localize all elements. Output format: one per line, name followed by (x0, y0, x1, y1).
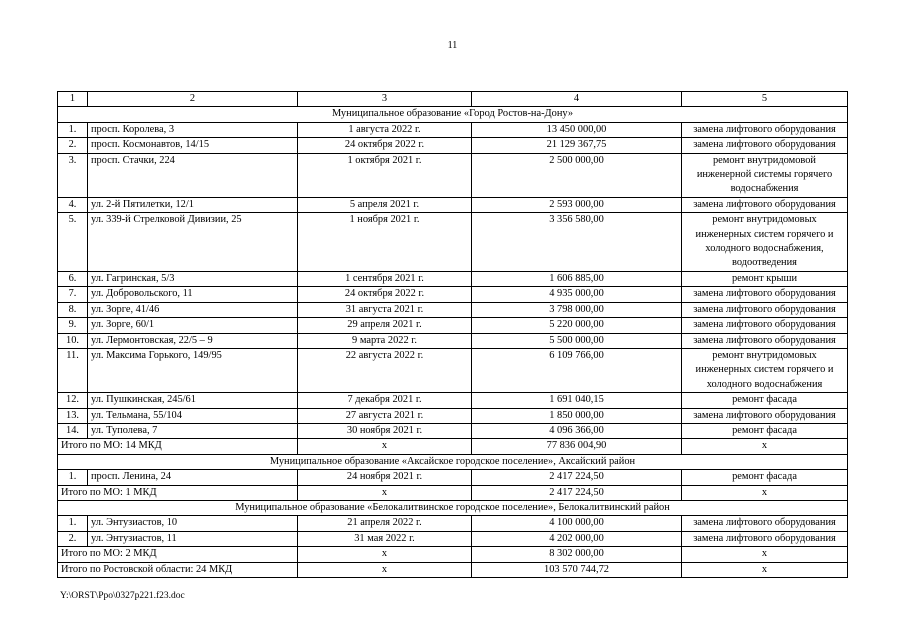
work-type: ремонт фасада (682, 423, 848, 438)
building-address: ул. Добровольского, 11 (88, 287, 298, 302)
work-type: ремонт фасада (682, 470, 848, 485)
total-label: Итого по Ростовской области: 24 МКД (58, 562, 298, 577)
work-type: замена лифтового оборудования (682, 197, 848, 212)
row-number: 2. (58, 138, 88, 153)
building-address: ул. Тельмана, 55/104 (88, 408, 298, 423)
column-header: 1 (58, 92, 88, 107)
section-total-row (58, 485, 848, 500)
total-date: х (298, 547, 472, 562)
table-row (58, 122, 848, 137)
completion-date: 1 ноября 2021 г. (298, 213, 472, 272)
table-row (58, 408, 848, 423)
completion-date: 21 апреля 2022 г. (298, 516, 472, 531)
repair-cost: 2 417 224,50 (472, 470, 682, 485)
completion-date: 1 октября 2021 г. (298, 153, 472, 197)
total-label: Итого по МО: 2 МКД (58, 547, 298, 562)
section-title: Муниципальное образование «Город Ростов-на-Дону» (58, 107, 848, 122)
repair-cost: 4 935 000,00 (472, 287, 682, 302)
row-number: 9. (58, 318, 88, 333)
repair-cost: 3 356 580,00 (472, 213, 682, 272)
table-row (58, 302, 848, 317)
completion-date: 1 августа 2022 г. (298, 122, 472, 137)
row-number: 1. (58, 470, 88, 485)
table-row (58, 333, 848, 348)
completion-date: 7 декабря 2021 г. (298, 393, 472, 408)
total-date: х (298, 439, 472, 454)
row-number: 8. (58, 302, 88, 317)
total-cost: 2 417 224,50 (472, 485, 682, 500)
row-number: 1. (58, 122, 88, 137)
work-type: ремонт внутридомовых инженерных систем горячего и холодного водоснабжения, водоотведения (682, 213, 848, 272)
work-type: замена лифтового оборудования (682, 333, 848, 348)
completion-date: 30 ноября 2021 г. (298, 423, 472, 438)
row-number: 1. (58, 516, 88, 531)
repair-cost: 2 500 000,00 (472, 153, 682, 197)
work-type: замена лифтового оборудования (682, 318, 848, 333)
total-work: х (682, 485, 848, 500)
repair-cost: 5 220 000,00 (472, 318, 682, 333)
completion-date: 31 мая 2022 г. (298, 531, 472, 546)
work-type: замена лифтового оборудования (682, 531, 848, 546)
table-row (58, 470, 848, 485)
building-address: ул. Энтузиастов, 11 (88, 531, 298, 546)
completion-date: 9 марта 2022 г. (298, 333, 472, 348)
total-cost: 8 302 000,00 (472, 547, 682, 562)
row-number: 5. (58, 213, 88, 272)
table-row (58, 423, 848, 438)
building-address: ул. Гагринская, 5/3 (88, 271, 298, 286)
table-row (58, 138, 848, 153)
work-type: ремонт крыши (682, 271, 848, 286)
total-label: Итого по МО: 14 МКД (58, 439, 298, 454)
table-row (58, 348, 848, 392)
row-number: 10. (58, 333, 88, 348)
work-type: замена лифтового оборудования (682, 287, 848, 302)
total-work: х (682, 562, 848, 577)
completion-date: 24 ноября 2021 г. (298, 470, 472, 485)
table-row (58, 287, 848, 302)
grand-total-row (58, 562, 848, 577)
building-address: ул. 339-й Стрелковой Дивизии, 25 (88, 213, 298, 272)
building-address: ул. Туполева, 7 (88, 423, 298, 438)
repair-cost: 1 850 000,00 (472, 408, 682, 423)
work-type: замена лифтового оборудования (682, 122, 848, 137)
row-number: 4. (58, 197, 88, 212)
building-address: ул. 2-й Пятилетки, 12/1 (88, 197, 298, 212)
table-row (58, 271, 848, 286)
repair-cost: 5 500 000,00 (472, 333, 682, 348)
total-cost: 77 836 004,90 (472, 439, 682, 454)
work-type: ремонт внутридомовой инженерной системы горячего водоснабжения (682, 153, 848, 197)
completion-date: 27 августа 2021 г. (298, 408, 472, 423)
section-header-row (58, 107, 848, 122)
building-address: просп. Ленина, 24 (88, 470, 298, 485)
work-type: замена лифтового оборудования (682, 408, 848, 423)
repair-cost: 1 691 040,15 (472, 393, 682, 408)
work-type: замена лифтового оборудования (682, 138, 848, 153)
building-address: просп. Космонавтов, 14/15 (88, 138, 298, 153)
row-number: 3. (58, 153, 88, 197)
work-type: ремонт внутридомовых инженерных систем горячего и холодного водоснабжения (682, 348, 848, 392)
completion-date: 1 сентября 2021 г. (298, 271, 472, 286)
repair-cost: 3 798 000,00 (472, 302, 682, 317)
section-header-row (58, 454, 848, 469)
file-path-footer: Y:\ORST\Ppo\0327p221.f23.doc (60, 591, 185, 601)
completion-date: 31 августа 2021 г. (298, 302, 472, 317)
building-address: ул. Зорге, 60/1 (88, 318, 298, 333)
work-type: замена лифтового оборудования (682, 302, 848, 317)
completion-date: 24 октября 2022 г. (298, 138, 472, 153)
section-title: Муниципальное образование «Аксайское городское поселение», Аксайский район (58, 454, 848, 469)
section-title: Муниципальное образование «Белокалитвинское городское поселение», Белокалитвинский район (58, 500, 848, 515)
header-row (58, 92, 848, 107)
row-number: 11. (58, 348, 88, 392)
work-type: ремонт фасада (682, 393, 848, 408)
repair-cost: 4 202 000,00 (472, 531, 682, 546)
table-row (58, 516, 848, 531)
row-number: 7. (58, 287, 88, 302)
row-number: 6. (58, 271, 88, 286)
table-row (58, 197, 848, 212)
total-work: х (682, 439, 848, 454)
row-number: 12. (58, 393, 88, 408)
column-header: 5 (682, 92, 848, 107)
building-address: просп. Королева, 3 (88, 122, 298, 137)
table-row (58, 393, 848, 408)
building-address: ул. Пушкинская, 245/61 (88, 393, 298, 408)
building-address: ул. Зорге, 41/46 (88, 302, 298, 317)
repair-cost: 4 096 366,00 (472, 423, 682, 438)
completion-date: 29 апреля 2021 г. (298, 318, 472, 333)
column-header: 3 (298, 92, 472, 107)
table-row (58, 213, 848, 272)
completion-date: 22 августа 2022 г. (298, 348, 472, 392)
repair-cost: 6 109 766,00 (472, 348, 682, 392)
table-body (58, 92, 848, 578)
repair-cost: 1 606 885,00 (472, 271, 682, 286)
total-date: х (298, 562, 472, 577)
section-total-row (58, 439, 848, 454)
completion-date: 24 октября 2022 г. (298, 287, 472, 302)
housing-repair-table (57, 91, 848, 578)
section-header-row (58, 500, 848, 515)
completion-date: 5 апреля 2021 г. (298, 197, 472, 212)
section-total-row (58, 547, 848, 562)
row-number: 14. (58, 423, 88, 438)
total-date: х (298, 485, 472, 500)
building-address: просп. Стачки, 224 (88, 153, 298, 197)
table-row (58, 153, 848, 197)
column-header: 4 (472, 92, 682, 107)
table-row (58, 531, 848, 546)
work-type: замена лифтового оборудования (682, 516, 848, 531)
repair-cost: 4 100 000,00 (472, 516, 682, 531)
row-number: 13. (58, 408, 88, 423)
repair-cost: 13 450 000,00 (472, 122, 682, 137)
repair-cost: 2 593 000,00 (472, 197, 682, 212)
building-address: ул. Лермонтовская, 22/5 – 9 (88, 333, 298, 348)
table-row (58, 318, 848, 333)
building-address: ул. Энтузиастов, 10 (88, 516, 298, 531)
repair-cost: 21 129 367,75 (472, 138, 682, 153)
total-label: Итого по МО: 1 МКД (58, 485, 298, 500)
total-work: х (682, 547, 848, 562)
row-number: 2. (58, 531, 88, 546)
building-address: ул. Максима Горького, 149/95 (88, 348, 298, 392)
column-header: 2 (88, 92, 298, 107)
page-number: 11 (447, 40, 458, 51)
total-cost: 103 570 744,72 (472, 562, 682, 577)
